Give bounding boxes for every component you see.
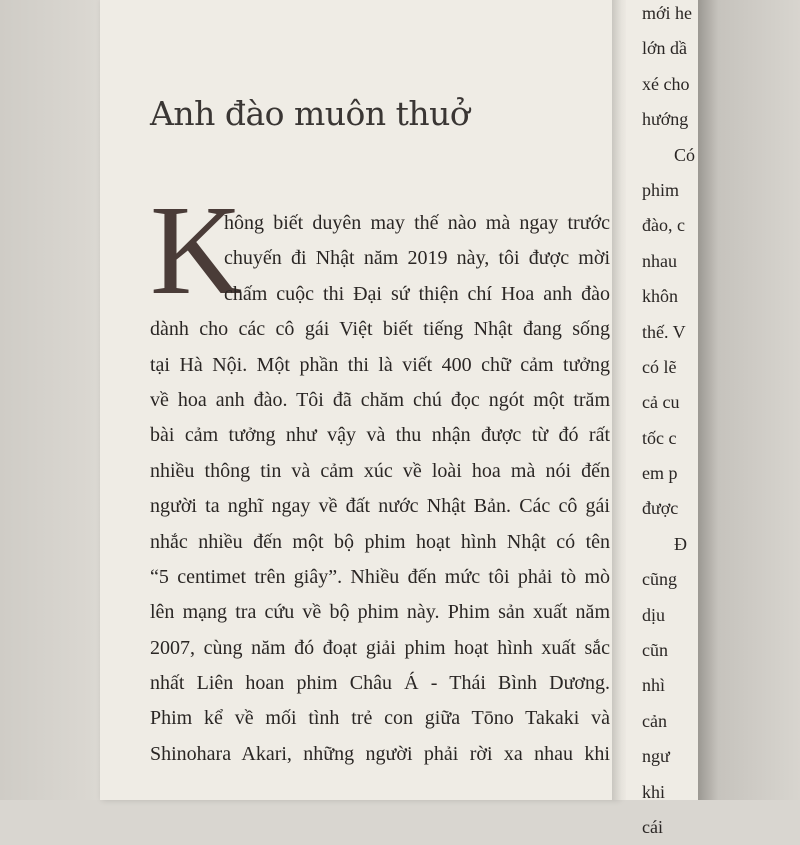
text-line: ngư xyxy=(642,746,670,767)
text-line: có lẽ xyxy=(642,356,677,377)
text-line: Phim kể về mối tình trẻ con giữa Tōno Takaki và xyxy=(150,707,610,730)
drop-cap: K xyxy=(150,179,243,321)
text-line: “5 centimet trên giây”. Nhiều đến mức tôi phải tò mò xyxy=(150,565,610,588)
body-text xyxy=(150,206,610,772)
text-line: hướng xyxy=(642,109,689,130)
text-line: hông biết duyên may thế nào mà ngay trước xyxy=(224,212,610,234)
text-line: thế. V xyxy=(642,321,686,342)
text-line: chấm cuộc thi Đại sứ thiện chí Hoa anh đào xyxy=(224,282,610,305)
right-page-text xyxy=(642,0,695,845)
text-line: nhì xyxy=(642,675,666,696)
text-line: cái xyxy=(642,816,663,837)
text-line: bài cảm tưởng như vậy và thu nhận được từ đó rất xyxy=(150,424,610,447)
text-line: 2007, cùng năm đó đoạt giải phim hoạt hình xuất sắc xyxy=(150,636,610,659)
text-line: cả cu xyxy=(642,392,680,413)
text-line: lên mạng tra cứu về bộ phim này. Phim sản xuất năm xyxy=(150,601,610,624)
text-line: Có xyxy=(674,144,696,165)
text-line: khôn xyxy=(642,286,678,307)
text-line: dịu xyxy=(642,604,666,625)
text-line: Shinohara Akari, những người phải rời xa nhau khi xyxy=(150,742,610,765)
text-line: khi xyxy=(642,781,666,802)
text-line: cản xyxy=(642,710,667,731)
text-line: cũn xyxy=(642,640,668,661)
text-line: dành cho các cô gái Việt biết tiếng Nhật đang sống xyxy=(150,318,610,341)
text-line: tại Hà Nội. Một phần thi là viết 400 chữ cảm tưởng xyxy=(150,353,610,376)
text-line: em p xyxy=(642,463,678,484)
text-line: lớn dầ xyxy=(642,38,688,59)
text-line: Đ xyxy=(674,533,687,554)
text-line: mới he xyxy=(642,3,693,23)
text-line: nhắc nhiều đến một bộ phim hoạt hình Nhật có tên xyxy=(150,530,610,553)
text-line: xé cho xyxy=(642,73,690,94)
text-line: về hoa anh đào. Tôi đã chăm chú đọc ngót một trăm xyxy=(150,388,610,411)
text-line: nhất Liên hoan phim Châu Á - Thái Bình Dương. xyxy=(150,672,610,695)
text-line: nhau xyxy=(642,250,677,271)
text-line: nhiều thông tin và cảm xúc về loài hoa mà nói đến xyxy=(150,459,610,482)
text-line: chuyến đi Nhật năm 2019 này, tôi được mời xyxy=(224,247,610,270)
text-line: phim xyxy=(642,179,680,200)
text-line: tốc c xyxy=(642,427,677,448)
text-line: cũng xyxy=(642,569,677,590)
text-line: người ta nghĩ ngay về đất nước Nhật Bản. Các cô gái xyxy=(150,495,610,518)
background-right xyxy=(698,0,800,800)
text-line: đào, c xyxy=(642,215,685,236)
background-left xyxy=(0,0,105,800)
chapter-title: Anh đào muôn thuở xyxy=(150,94,470,133)
text-line: được xyxy=(642,498,679,519)
